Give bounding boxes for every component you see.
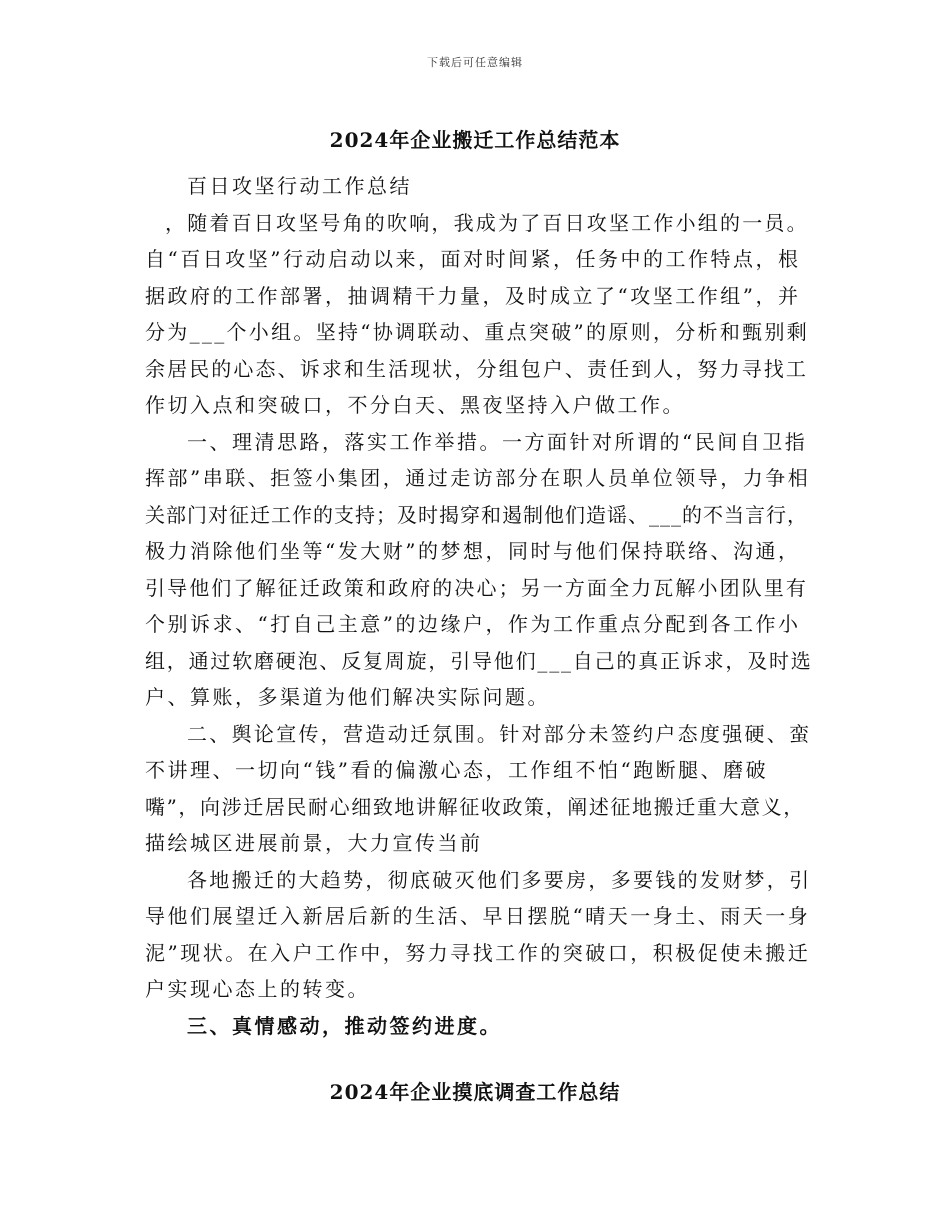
paragraph-line: 分为___个小组。坚持“协调联动、重点突破”的原则，分析和甄别剩 — [145, 320, 810, 344]
paragraph-line: 引导他们了解征迁政策和政府的决心；另一方面全力瓦解小团队里有 — [145, 575, 808, 600]
paragraph-line: 组，通过软磨硬泡、反复周旋，引导他们___自己的真正诉求，及时选 — [145, 648, 813, 673]
document-body — [145, 168, 813, 1044]
paragraph-line: 泥”现状。在入户工作中，努力寻找工作的突破口，积极促使未搬迁 — [145, 940, 811, 965]
paragraph-line: 一、理清思路，落实工作举措。一方面针对所谓的“民间自卫指 — [187, 429, 808, 454]
document-title: 2024年企业搬迁工作总结范本 — [329, 128, 621, 152]
header-note: 下载后可任意编辑 — [427, 56, 523, 69]
paragraph-line: 余居民的心态、诉求和生活现状，分组包户、责任到人，努力寻找工 — [145, 356, 808, 381]
paragraph-line: 关部门对征迁工作的支持；及时揭穿和遏制他们造谣、___的不当言行， — [145, 502, 808, 527]
paragraph-line: 不讲理、一切向“钱”看的偏激心态，工作组不怕“跑断腿、磨破 — [145, 758, 769, 782]
paragraph-line: 户、算账，多渠道为他们解决实际问题。 — [145, 685, 550, 709]
paragraph-line: 嘴”，向涉迁居民耐心细致地讲解征收政策，阐述征地搬迁重大意义， — [145, 794, 805, 819]
section-heading: 三、真情感动，推动签约进度。 — [187, 1013, 502, 1038]
paragraph-line: 二、舆论宣传，营造动迁氛围。针对部分未签约户态度强硬、蛮 — [187, 721, 812, 746]
paragraph-line: 极力消除他们坐等“发大财”的梦想，同时与他们保持联络、沟通， — [145, 539, 801, 563]
subheading: 百日攻坚行动工作总结 — [187, 174, 412, 198]
paragraph-line: 导他们展望迁入新居后新的生活、早日摆脱“晴天一身土、雨天一身 — [145, 904, 811, 928]
paragraph-line: 个别诉求、“打自己主意”的边缘户，作为工作重点分配到各工作小 — [145, 612, 801, 636]
paragraph-line: 自“百日攻坚”行动启动以来，面对时间紧，任务中的工作特点，根 — [145, 247, 801, 271]
paragraph-line: 据政府的工作部署，抽调精干力量，及时成立了“攻坚工作组”，并 — [145, 283, 801, 308]
paragraph-line: 作切入点和突破口，不分白天、黑夜坚持入户做工作。 — [145, 393, 685, 417]
paragraph-line: 挥部”串联、拒签小集团，通过走访部分在职人员单位领导，力争相 — [145, 466, 811, 490]
next-document-title: 2024年企业摸底调查工作总结 — [329, 1080, 621, 1104]
paragraph-line: ，随着百日攻坚号角的吹响，我成为了百日攻坚工作小组的一员。 — [165, 210, 809, 235]
paragraph-line: 户实现心态上的转变。 — [145, 977, 370, 1001]
paragraph-line: 描绘城区进展前景，大力宣传当前 — [145, 831, 483, 855]
paragraph-line: 各地搬迁的大趋势，彻底破灭他们多要房，多要钱的发财梦，引 — [187, 867, 812, 892]
